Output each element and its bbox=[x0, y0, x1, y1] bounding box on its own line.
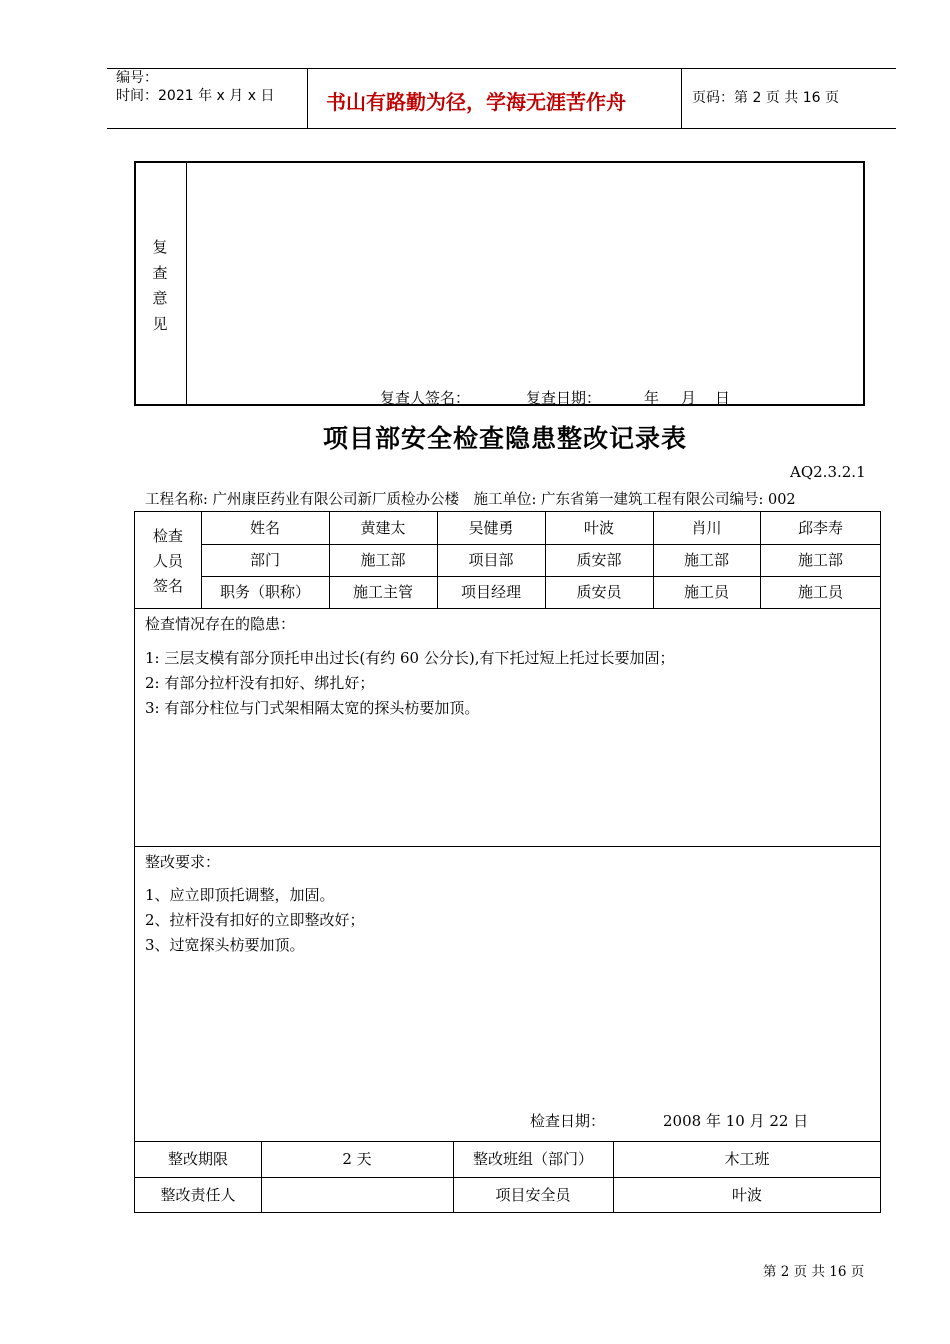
row-label-name: 姓名 bbox=[249, 519, 280, 537]
inspector-department: 项目部 bbox=[468, 551, 514, 569]
inspector-position: 施工员 bbox=[683, 583, 729, 601]
inspector-group-label-line: 人员 bbox=[152, 552, 183, 570]
review-label-char: 复 bbox=[152, 238, 168, 256]
inspection-table bbox=[134, 511, 881, 1213]
header-code-label: 编号： bbox=[116, 70, 158, 86]
rectification-heading: 整改要求： bbox=[145, 853, 221, 871]
header-bottom-rule bbox=[107, 128, 896, 129]
review-day: 日 bbox=[715, 389, 731, 407]
header-time-label: 时间：2021 年 x 月 x 日 bbox=[116, 88, 275, 104]
inspector-position: 质安员 bbox=[576, 583, 622, 601]
inspector-department: 施工部 bbox=[360, 551, 406, 569]
check-date: 2008 年 10 月 22 日 bbox=[663, 1112, 809, 1130]
form-code: AQ2.3.2.1 bbox=[790, 463, 866, 481]
inspector-department: 施工部 bbox=[683, 551, 729, 569]
header-top-rule bbox=[107, 68, 896, 69]
page-footer: 第 2 页 共 16 页 bbox=[763, 1264, 865, 1280]
deadline-label: 整改期限 bbox=[167, 1150, 228, 1168]
inspector-name: 黄建太 bbox=[360, 519, 406, 537]
table-rule bbox=[135, 608, 881, 609]
hazard-item: 2: 有部分拉杆没有扣好、绑扎好； bbox=[145, 674, 375, 692]
inspector-name: 叶波 bbox=[583, 519, 614, 537]
hazards-heading: 检查情况存在的隐患： bbox=[145, 615, 296, 633]
project-line: 工程名称: 广州康臣药业有限公司新厂质检办公楼 施工单位: 广东省第一建筑工程有限公司编号: 002 bbox=[145, 492, 796, 508]
review-label-column bbox=[136, 163, 187, 404]
inspector-position: 施工员 bbox=[797, 583, 843, 601]
hazard-item: 3: 有部分柱位与门式架相隔太宽的探头枋要加顶。 bbox=[145, 699, 480, 717]
safety-officer-value: 叶波 bbox=[731, 1186, 762, 1204]
rectification-item: 2、拉杆没有扣好的立即整改好； bbox=[145, 911, 365, 929]
review-box bbox=[134, 161, 865, 406]
review-signer-label: 复查人签名： bbox=[380, 389, 471, 407]
responsible-person-label: 整改责任人 bbox=[160, 1186, 236, 1204]
hazard-item: 1: 三层支模有部分顶托申出过长(有约 60 公分长),有下托过短上托过长要加固； bbox=[145, 649, 675, 667]
review-year: 年 bbox=[644, 389, 660, 407]
rectification-item: 3、过宽探头枋要加顶。 bbox=[145, 936, 305, 954]
inspector-position: 项目经理 bbox=[460, 583, 521, 601]
safety-officer-label: 项目安全员 bbox=[495, 1186, 571, 1204]
review-label-char: 见 bbox=[152, 314, 168, 333]
row-label-department: 部门 bbox=[249, 551, 280, 569]
review-label-char: 意 bbox=[152, 289, 168, 307]
inspector-name: 肖川 bbox=[691, 519, 722, 537]
inspector-group-label-line: 签名 bbox=[152, 577, 183, 595]
inspector-name: 吴健勇 bbox=[468, 519, 514, 537]
deadline-value: 2 天 bbox=[342, 1150, 372, 1168]
check-date-label: 检查日期： bbox=[530, 1112, 606, 1130]
inspector-department: 施工部 bbox=[797, 551, 843, 569]
team-value: 木工班 bbox=[724, 1150, 770, 1168]
review-date-label: 复查日期： bbox=[526, 389, 602, 407]
inspector-name: 邱李寿 bbox=[797, 519, 843, 537]
header-divider bbox=[307, 68, 308, 128]
review-label-char: 查 bbox=[152, 263, 168, 282]
rectification-item: 1、应立即顶托调整，加固。 bbox=[145, 886, 335, 904]
header-motto: 书山有路勤为径，学海无涯苦作舟 bbox=[326, 90, 626, 114]
inspector-position: 施工主管 bbox=[352, 583, 413, 601]
inspector-department: 质安部 bbox=[576, 551, 622, 569]
page-title: 项目部安全检查隐患整改记录表 bbox=[322, 424, 687, 453]
review-label bbox=[150, 235, 170, 337]
review-month: 月 bbox=[681, 389, 697, 407]
table-rule bbox=[135, 846, 881, 847]
inspector-group-label bbox=[135, 524, 201, 599]
team-label: 整改班组（部门） bbox=[472, 1150, 593, 1168]
header-page-label: 页码：第 2 页 共 16 页 bbox=[692, 90, 839, 106]
inspector-group-label-line: 检查 bbox=[152, 527, 183, 545]
header-divider bbox=[681, 68, 682, 128]
row-label-position: 职务（职称） bbox=[219, 583, 310, 601]
